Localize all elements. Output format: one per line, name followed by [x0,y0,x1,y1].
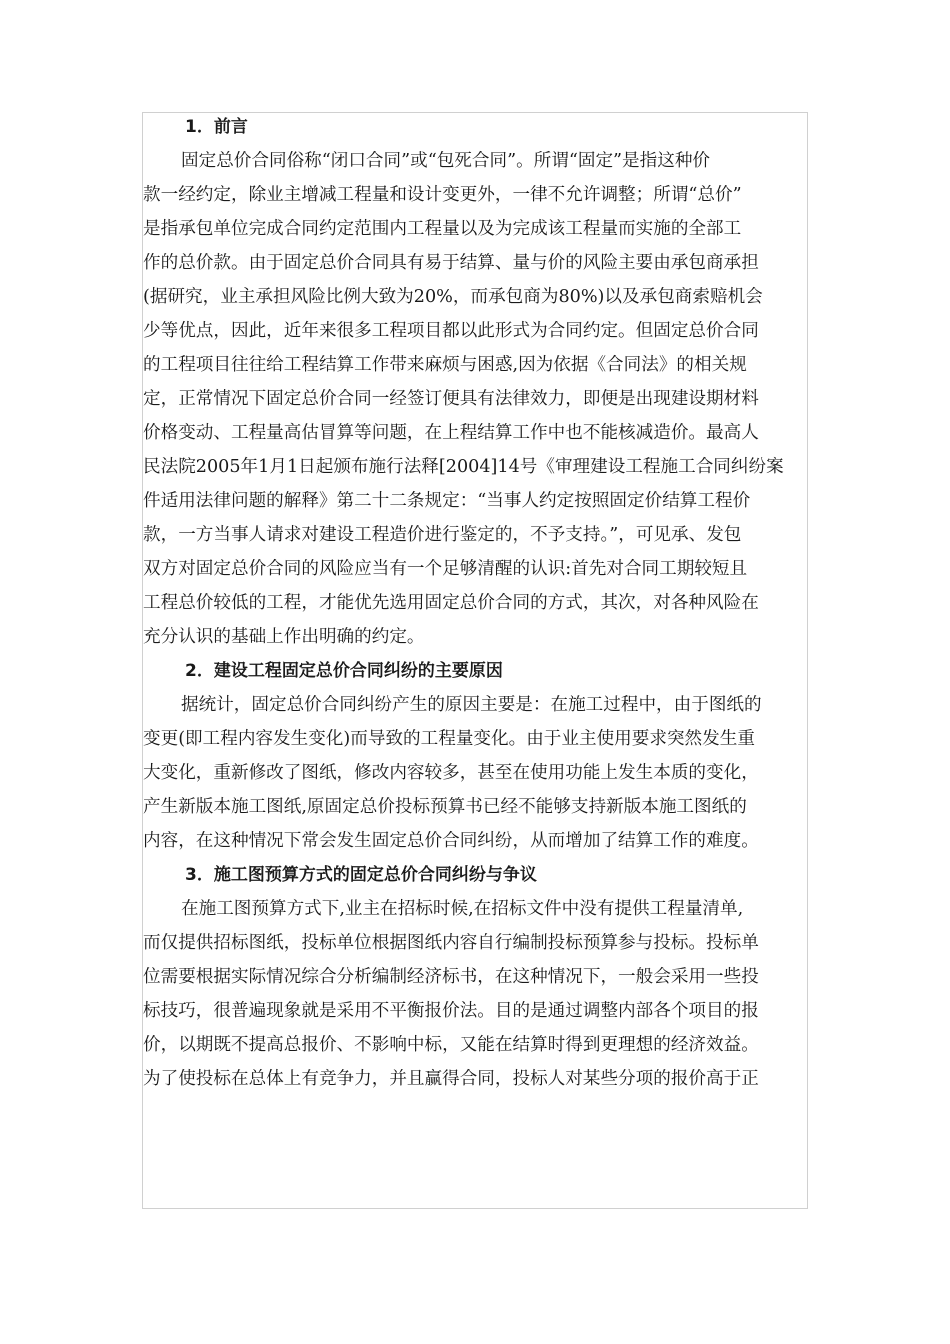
paragraph-line: 作的总价款。由于固定总价合同具有易于结算、量与价的风险主要由承包商承担 [143,253,759,273]
paragraph-line: 件适用法律问题的解释》第二十二条规定：“当事人约定按照固定价结算工程价 [143,491,751,511]
section-heading-intro: 1．前言 [185,117,248,137]
paragraph-line: 价格变动、工程量高估冒算等问题，在上程结算工作中也不能核减造价。最高人 [143,423,759,443]
section-heading-disputes: 3．施工图预算方式的固定总价合同纠纷与争议 [185,865,537,885]
paragraph-line: 位需要根据实际情况综合分析编制经济标书，在这种情况下，一般会采用一些投 [143,967,759,987]
paragraph-line: 民法院2005年1月1日起颁布施行法释[2004]14号《审理建设工程施工合同纠纷案 [143,457,784,477]
paragraph-line: 双方对固定总价合同的风险应当有一个足够清醒的认识:首先对合同工期较短且 [143,559,748,579]
paragraph-line: 而仅提供招标图纸，投标单位根据图纸内容自行编制投标预算参与投标。投标单 [143,933,759,953]
paragraph-line: 充分认识的基础上作出明确的约定。 [143,627,425,647]
paragraph-line: 固定总价合同俗称“闭口合同”或“包死合同”。所谓“固定”是指这种价 [181,151,711,171]
section-heading-causes: 2．建设工程固定总价合同纠纷的主要原因 [185,661,503,681]
paragraph-line: 定，正常情况下固定总价合同一经签订便具有法律效力，即便是出现建设期材料 [143,389,759,409]
paragraph-line: 款一经约定，除业主增减工程量和设计变更外，一律不允许调整；所谓“总价” [143,185,742,205]
paragraph-line: 为了使投标在总体上有竞争力，并且赢得合同，投标人对某些分项的报价高于正 [143,1069,759,1089]
paragraph-line: 变更(即工程内容发生变化)而导致的工程量变化。由于业主使用要求突然发生重 [143,729,755,749]
paragraph-line: 大变化，重新修改了图纸，修改内容较多，甚至在使用功能上发生本质的变化， [143,763,759,783]
paragraph-line: 内容，在这种情况下常会发生固定总价合同纠纷，从而增加了结算工作的难度。 [143,831,759,851]
paragraph-line: 少等优点，因此，近年来很多工程项目都以此形式为合同约定。但固定总价合同 [143,321,759,341]
paragraph-line: 价，以期既不提高总报价、不影响中标，又能在结算时得到更理想的经济效益。 [143,1035,759,1055]
paragraph-line: 在施工图预算方式下,业主在招标时候,在招标文件中没有提供工程量清单, [181,899,744,919]
paragraph-line: (据研究，业主承担风险比例大致为20%，而承包商为80%)以及承包商索赔机会 [143,287,763,307]
paragraph-line: 款，一方当事人请求对建设工程造价进行鉴定的，不予支持。”，可见承、发包 [143,525,742,545]
paragraph-line: 的工程项目往往给工程结算工作带来麻烦与困惑,因为依据《合同法》的相关规 [143,355,747,375]
paragraph-line: 是指承包单位完成合同约定范围内工程量以及为完成该工程量而实施的全部工 [143,219,742,239]
document-page [142,112,808,1209]
paragraph-line: 产生新版本施工图纸,原固定总价投标预算书已经不能够支持新版本施工图纸的 [143,797,747,817]
paragraph-line: 标技巧，很普遍现象就是采用不平衡报价法。目的是通过调整内部各个项目的报 [143,1001,759,1021]
paragraph-line: 据统计，固定总价合同纠纷产生的原因主要是：在施工过程中，由于图纸的 [181,695,762,715]
paragraph-line: 工程总价较低的工程，才能优先选用固定总价合同的方式，其次，对各种风险在 [143,593,759,613]
